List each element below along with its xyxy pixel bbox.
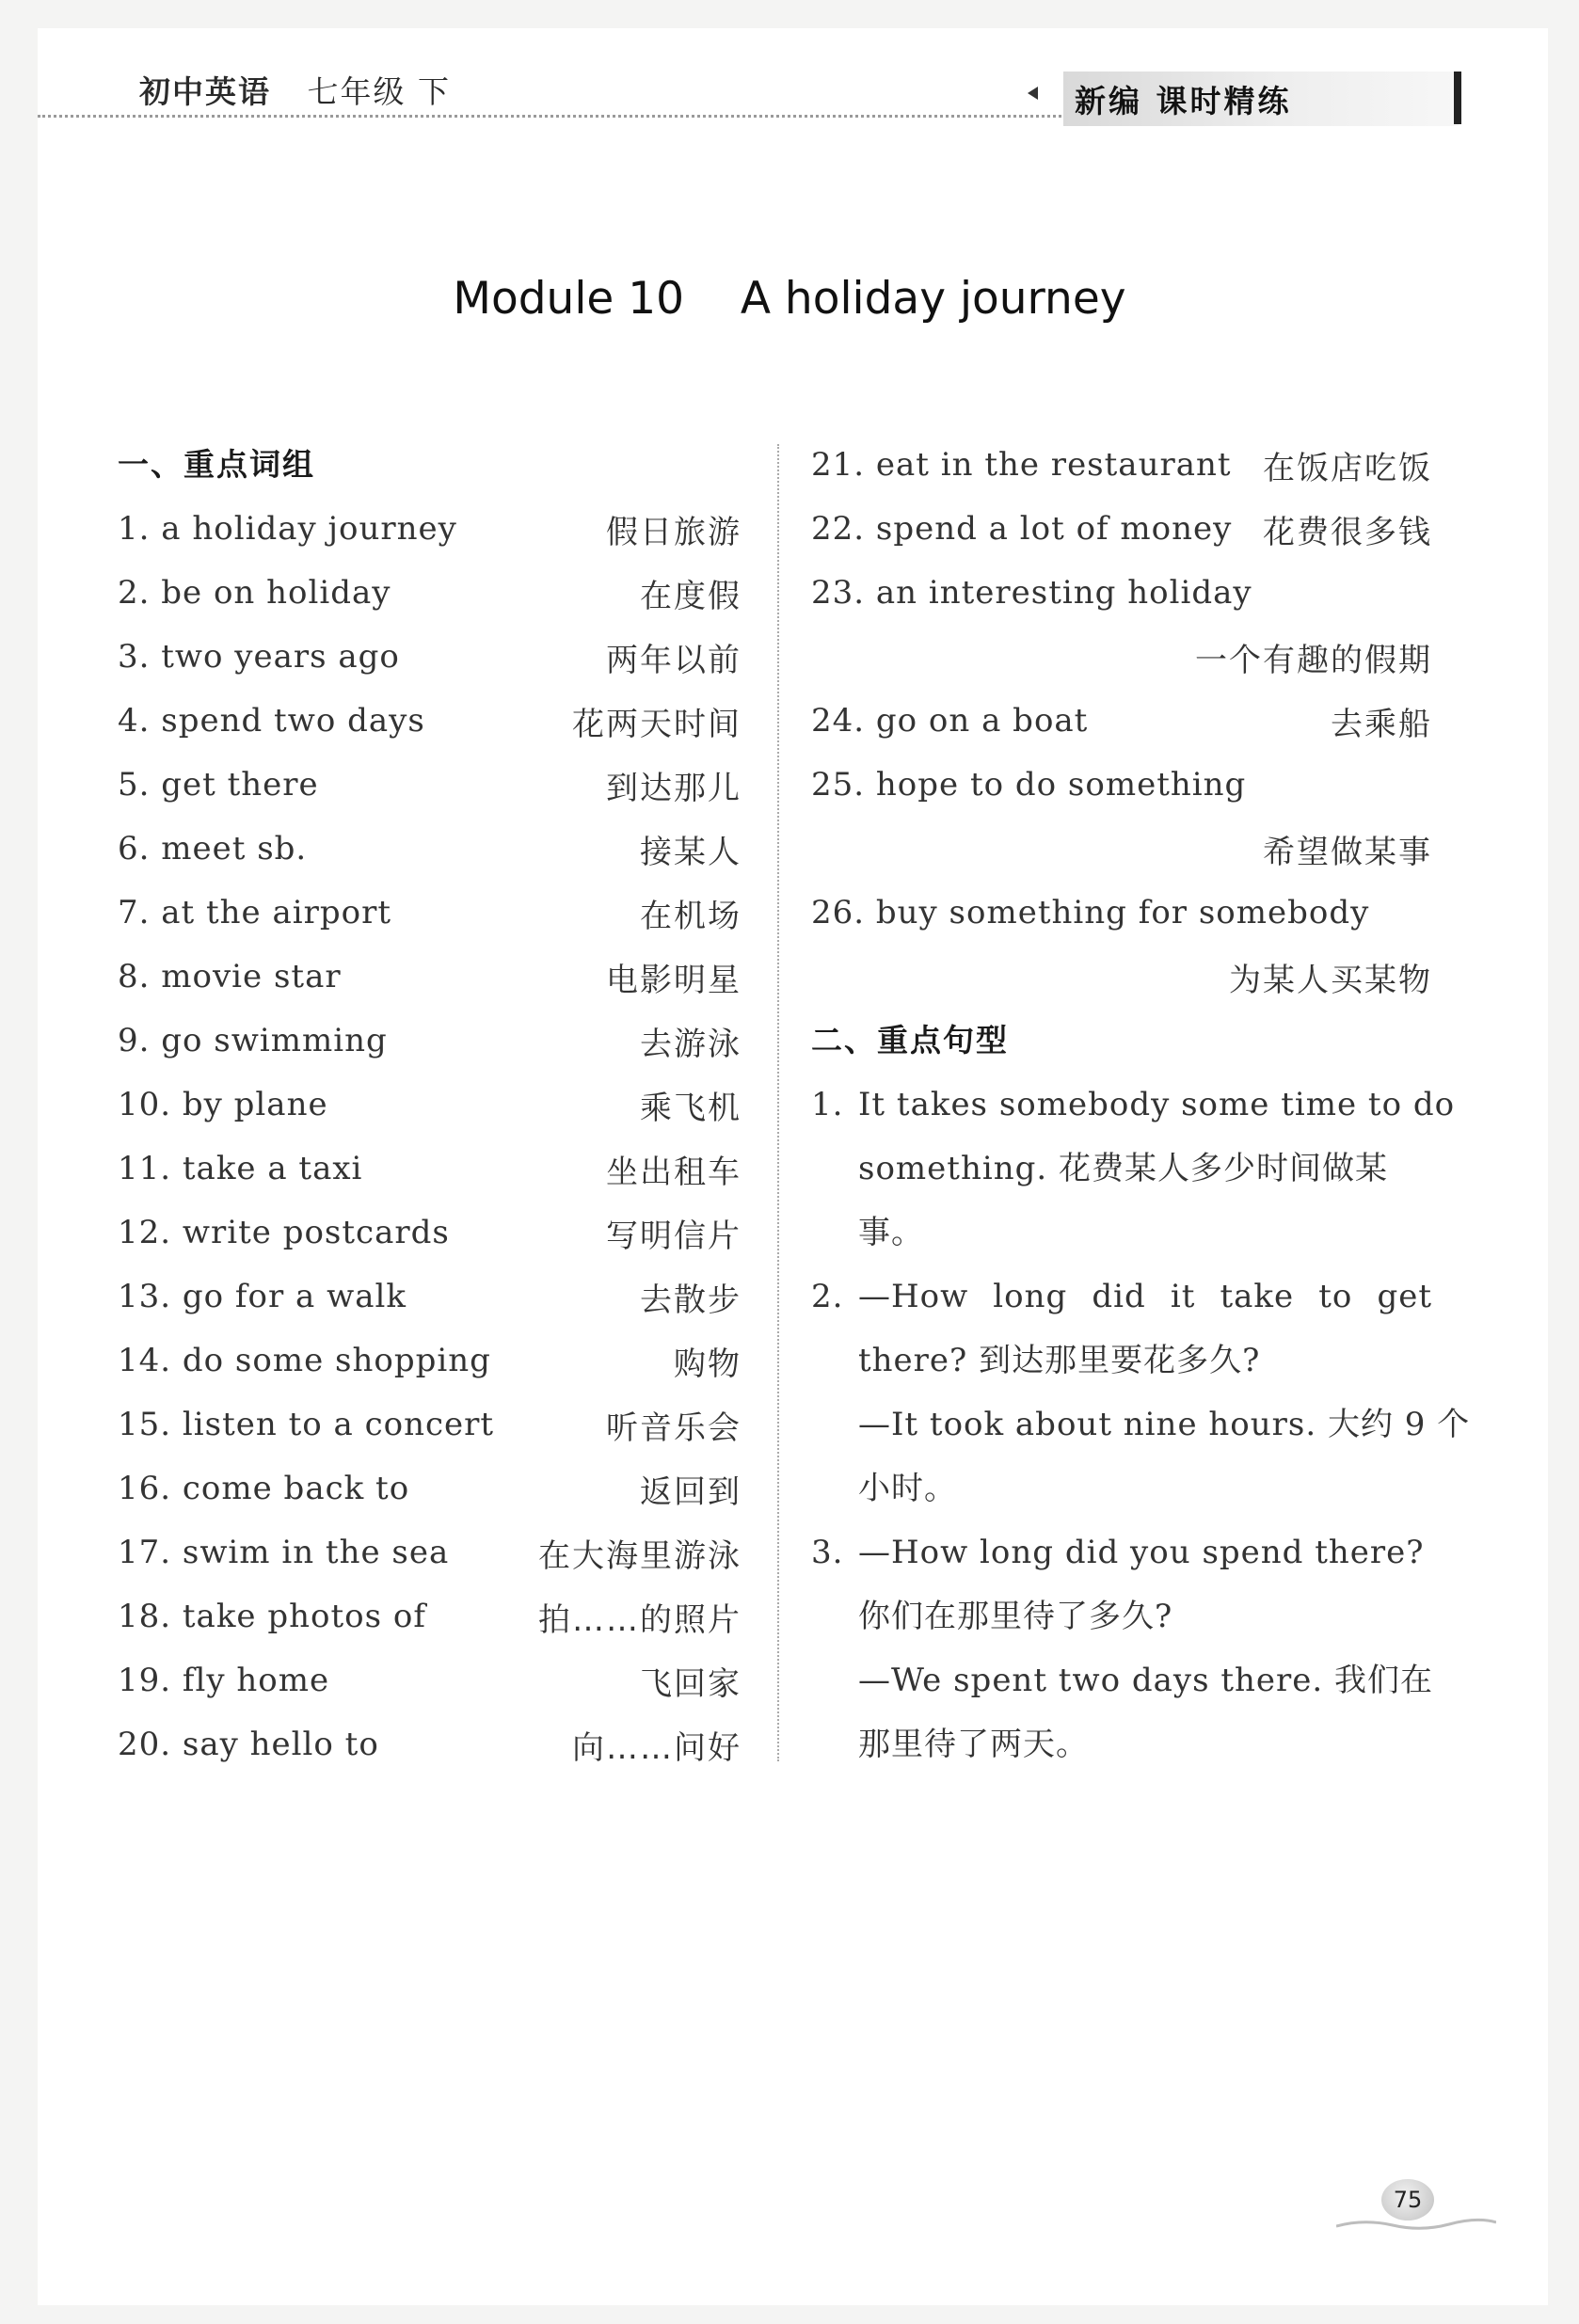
phrase-zh: 返回到 — [640, 1472, 742, 1511]
header-subject: 初中英语 — [139, 73, 271, 110]
phrase-row — [118, 1265, 742, 1329]
phrase-row — [118, 1393, 742, 1456]
running-header — [139, 68, 451, 112]
phrase-en: 8. movie star — [118, 958, 342, 995]
phrase-row — [118, 1584, 742, 1648]
phrase-en: 16. come back to — [118, 1470, 410, 1507]
phrase-en: 22. spend a lot of money — [811, 510, 1233, 548]
phrase-en: 1. a holiday journey — [118, 510, 457, 548]
phrase-en: 4. spend two days — [118, 702, 425, 740]
triangle-left-icon — [1028, 87, 1038, 100]
phrase-row — [118, 817, 742, 881]
phrase-en: 17. swim in the sea — [118, 1534, 450, 1571]
phrase-row — [118, 881, 742, 945]
phrase-zh: 听音乐会 — [606, 1409, 742, 1447]
header-brand-banner — [1063, 72, 1459, 126]
phrase-en: 12. write postcards — [118, 1214, 450, 1251]
sentence-text: —How long did you spend there? — [858, 1534, 1425, 1571]
phrase-en: 24. go on a boat — [811, 702, 1089, 740]
sentence-number: 3. — [811, 1534, 844, 1571]
phrase-zh: 购物 — [674, 1345, 742, 1383]
sentence-line — [811, 1073, 1456, 1137]
sentence-line: something. 花费某人多少时间做某 — [858, 1150, 1388, 1187]
phrase-zh: 在饭店吃饭 — [1263, 449, 1432, 487]
phrase-row — [811, 881, 1432, 945]
sentence-line: 你们在那里待了多久? — [858, 1598, 1173, 1635]
phrase-row — [118, 1712, 742, 1776]
phrase-zh: 花两天时间 — [572, 705, 742, 743]
phrase-row — [118, 1073, 742, 1137]
sentence-number: 2. — [811, 1278, 844, 1315]
phrase-en: 15. listen to a concert — [118, 1406, 495, 1443]
phrase-zh: 为某人买某物 — [1229, 961, 1432, 999]
phrase-en: 13. go for a walk — [118, 1278, 407, 1315]
phrase-row — [118, 1648, 742, 1712]
phrase-zh: 在大海里游泳 — [538, 1536, 742, 1575]
sentence-line: 小时。 — [858, 1470, 957, 1507]
phrase-en: 5. get there — [118, 766, 319, 804]
phrase-zh: 到达那儿 — [606, 769, 742, 807]
phrase-en: 21. eat in the restaurant — [811, 446, 1232, 484]
phrase-en: 9. go swimming — [118, 1022, 388, 1059]
phrase-en: 3. two years ago — [118, 638, 400, 676]
phrase-row — [118, 945, 742, 1009]
sentence-item — [811, 1073, 1456, 1265]
phrase-row — [811, 753, 1432, 817]
phrase-zh: 电影明星 — [606, 961, 742, 999]
phrase-row — [118, 1201, 742, 1265]
phrase-zh: 写明信片 — [606, 1217, 742, 1255]
page-title: Module 10 A holiday journey — [453, 273, 1126, 325]
section-heading-sentences: 二、重点句型 — [811, 1022, 1009, 1059]
phrase-zh: 去游泳 — [640, 1025, 742, 1063]
page-number: 75 — [1381, 2179, 1434, 2221]
phrase-zh: 希望做某事 — [1263, 833, 1432, 871]
left-column — [118, 433, 742, 1776]
section-heading-phrases: 一、重点词组 — [118, 446, 315, 483]
phrase-zh: 去乘船 — [1331, 705, 1432, 743]
phrase-row — [118, 753, 742, 817]
sentence-line — [811, 1520, 1432, 1584]
phrase-en: 6. meet sb. — [118, 830, 308, 868]
wave-decoration — [1336, 2217, 1496, 2232]
phrase-row — [118, 561, 742, 625]
phrase-row — [811, 497, 1432, 561]
phrase-zh: 接某人 — [640, 833, 742, 871]
header-bar — [1454, 72, 1461, 124]
phrase-zh: 去散步 — [640, 1281, 742, 1319]
phrase-en: 26. buy something for somebody — [811, 894, 1370, 931]
phrase-row — [118, 1137, 742, 1201]
phrase-zh: 一个有趣的假期 — [1195, 641, 1432, 679]
phrase-en: 2. be on holiday — [118, 574, 391, 612]
phrase-row — [811, 817, 1432, 881]
phrase-en: 10. by plane — [118, 1086, 328, 1123]
phrase-zh: 坐出租车 — [606, 1153, 742, 1191]
phrase-en: 18. take photos of — [118, 1598, 426, 1635]
phrase-zh: 乘飞机 — [640, 1089, 742, 1127]
phrase-row — [811, 689, 1432, 753]
sentence-line: —We spent two days there. 我们在 — [858, 1662, 1434, 1699]
header-brand: 新编 课时精练 — [1075, 83, 1292, 119]
phrase-zh: 在机场 — [640, 897, 742, 935]
phrase-row — [811, 561, 1432, 625]
phrase-en: 11. take a taxi — [118, 1150, 363, 1187]
sentence-line — [811, 1265, 1432, 1329]
sentence-line: 事。 — [858, 1214, 924, 1251]
phrase-en: 20. say hello to — [118, 1726, 379, 1763]
phrase-zh: 假日旅游 — [606, 513, 742, 551]
right-column — [811, 433, 1471, 1776]
sentence-text: —How long did it take to get — [858, 1278, 1432, 1315]
phrase-zh: 花费很多钱 — [1263, 513, 1432, 551]
phrase-zh: 在度假 — [640, 577, 742, 615]
phrase-zh: 飞回家 — [640, 1664, 742, 1703]
sentence-number: 1. — [811, 1086, 844, 1123]
sentence-item — [811, 1265, 1471, 1520]
phrase-en: 19. fly home — [118, 1662, 330, 1699]
phrase-row — [811, 433, 1432, 497]
sentence-line: 那里待了两天。 — [858, 1726, 1089, 1763]
phrase-row — [118, 1009, 742, 1073]
phrase-row — [118, 1456, 742, 1520]
phrase-zh: 拍……的照片 — [538, 1600, 742, 1639]
phrase-row — [118, 1520, 742, 1584]
phrase-row — [811, 625, 1432, 689]
phrase-en: 23. an interesting holiday — [811, 574, 1252, 612]
phrase-list — [118, 497, 742, 1776]
phrase-row — [118, 689, 742, 753]
sentence-line: there? 到达那里要花多久? — [858, 1342, 1261, 1379]
phrase-row — [118, 625, 742, 689]
phrase-row — [811, 945, 1432, 1009]
column-divider — [777, 444, 779, 1761]
phrase-en: 14. do some shopping — [118, 1342, 491, 1379]
header-grade: 七年级 下 — [307, 73, 451, 110]
phrase-en: 7. at the airport — [118, 894, 392, 931]
header-dotted-rule — [38, 115, 1073, 118]
sentence-text: It takes somebody some time to do — [858, 1086, 1456, 1123]
phrase-list-continued — [811, 433, 1432, 1009]
phrase-zh: 向……问好 — [572, 1728, 742, 1767]
sentence-item — [811, 1520, 1432, 1776]
sentence-line: —It took about nine hours. 大约 9 个 — [858, 1406, 1471, 1443]
phrase-en: 25. hope to do something — [811, 766, 1247, 804]
phrase-zh: 两年以前 — [606, 641, 742, 679]
phrase-row — [118, 1329, 742, 1393]
phrase-row — [118, 497, 742, 561]
